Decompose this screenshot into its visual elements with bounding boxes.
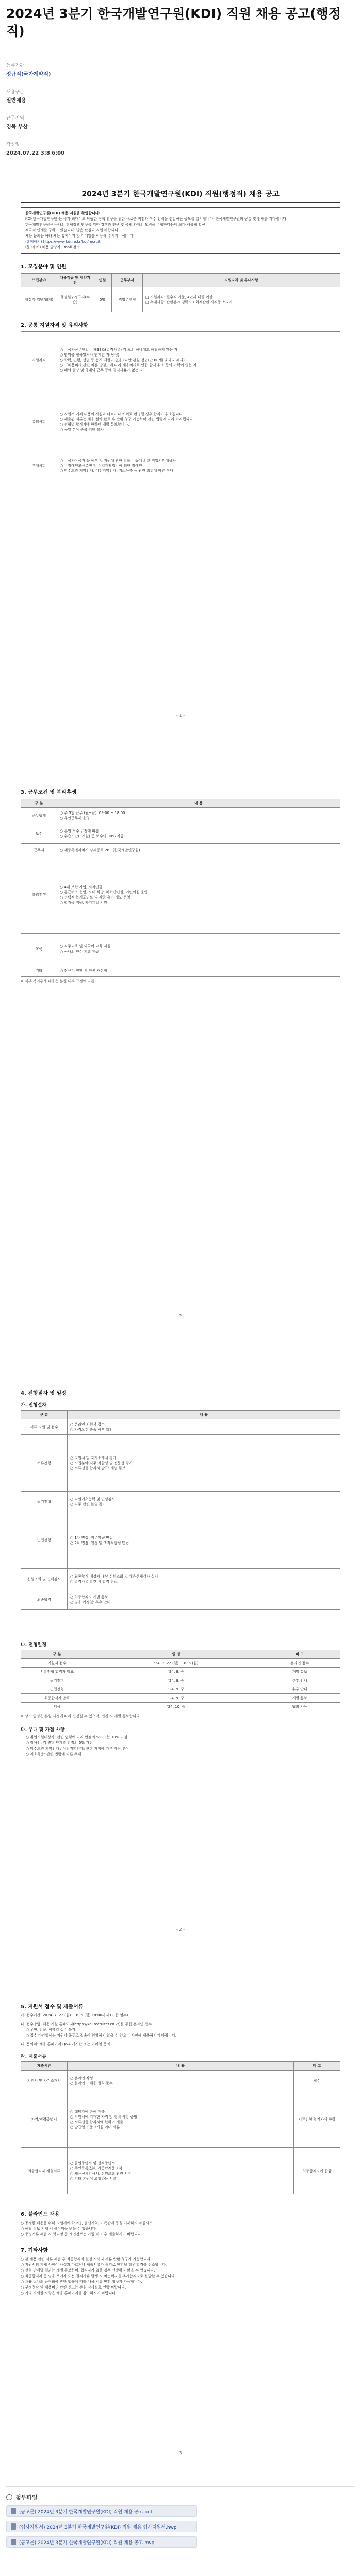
table-cell: 추후 안내 xyxy=(259,1685,340,1694)
cell-line: ○ 동일 분야 중복 지원 불가 xyxy=(60,427,104,432)
table-cell: 신원조회 및 신체검사 xyxy=(21,1569,68,1589)
list-item: ○ 저소득층: 관련 법령에 따른 우대 xyxy=(26,1752,81,1756)
list-item: ○ 채용 절차의 공정화에 관한 법률에 따라 채용 서류 반환 청구가 가능합니다. xyxy=(21,2280,142,2284)
cell-line: ○ 지원서 및 자기소개서 평가 xyxy=(70,1455,117,1460)
attachments-label: 첨부파일 xyxy=(15,2494,38,2501)
table-row xyxy=(21,1694,340,1703)
table-cell xyxy=(68,1435,340,1492)
table-row xyxy=(21,1589,340,1610)
table-cell: 기타 xyxy=(21,964,57,977)
table-cell: ○ 세종특별자치시 남세종로 263 (한국개발연구원) xyxy=(57,844,340,856)
table-row xyxy=(21,1685,340,1694)
table-cell: 서류전형 합격자에 한함 xyxy=(294,2091,340,2148)
table-row xyxy=(21,2091,340,2148)
list-item: ○ 본 채용 관련 서류 제출 후 최종합격자 결정 시까지 서류 반환 청구가 가능합니다. xyxy=(21,2257,152,2261)
list-item: ○ 우편, 방문, 이메일 접수 불가 xyxy=(26,2028,76,2032)
table-header: 비 고 xyxy=(259,1650,340,1659)
table-row xyxy=(21,823,340,844)
bonus-list xyxy=(21,1735,340,1757)
table-row xyxy=(21,287,340,312)
table-header: 내 용 xyxy=(68,2062,294,2071)
table-cell xyxy=(57,332,340,388)
cell-line: ○ 채용신체검사서, 신원조회 관련 서류 xyxy=(70,2171,132,2176)
cell-line: ○ 통근버스 운영, 사내 식당, 체력단련실, 어린이집 운영 xyxy=(60,890,148,894)
table-cell: 복리후생 xyxy=(21,856,57,934)
table-cell: 근무지 xyxy=(21,844,57,856)
table-row xyxy=(21,964,340,977)
list-item: ○ 장애인: 각 전형 단계별 만점의 5% 가점 xyxy=(26,1741,93,1745)
intro-line: 한국개발연구원(KDI) 채용 지원을 환영합니다! xyxy=(25,211,101,215)
table-header: 비 고 xyxy=(294,2062,340,2071)
table-row xyxy=(21,2148,340,2194)
cell-line: ○ 온라인 지원서 접수 xyxy=(70,1422,105,1427)
notice-document xyxy=(21,168,340,2455)
cell-line: ○ 비수도권 지역인재, 이전지역인재, 저소득층 등 관련 법령에 따른 우대 xyxy=(60,468,173,473)
etc-list xyxy=(21,2257,340,2296)
list-item: ○ 접수 마감일에는 지원자 폭주로 접속이 원활하지 않을 수 있으니 사전에 제출하시기 바랍니다. xyxy=(26,2033,176,2038)
table-row xyxy=(21,388,340,455)
table-cell: 근무형태 xyxy=(21,808,57,823)
table-cell: 최종합격 xyxy=(21,1589,68,1610)
list-item: ○ 지원서의 기재 사항이 사실과 다르거나 제출서류가 허위로 판명될 경우 합격을 취소합니다. xyxy=(21,2263,167,2267)
cell-line: ○ 졸업증명서 및 성적증명서 xyxy=(70,2161,116,2165)
recruit-table xyxy=(21,273,340,312)
attachment-link[interactable] xyxy=(6,2521,197,2532)
section-title: 4. 전형절차 및 일정 xyxy=(21,1391,67,1396)
table-cell xyxy=(68,1419,340,1435)
table-cell: 행정원 / 정규직(수습) xyxy=(57,287,93,312)
table-row xyxy=(21,1512,340,1569)
table-cell: 서류전형 합격자 발표 xyxy=(21,1668,93,1676)
table-header: 일 정 xyxy=(93,1650,259,1659)
table-cell: 면접전형 xyxy=(21,1512,68,1569)
table-row xyxy=(21,1569,340,1589)
cell-line: ○ 「국가공무원법」 제33조(결격사유) 각 호의 하나에도 해당하지 않는 자 xyxy=(60,347,178,352)
list-item: ○ 기타 자세한 사항은 채용 홈페이지를 참고하시기 바랍니다. xyxy=(21,2291,117,2295)
section-title: 7. 기타사항 xyxy=(21,2248,48,2253)
qualification-table xyxy=(21,331,340,476)
post-meta xyxy=(6,63,355,157)
page-number: - 3 - xyxy=(176,2451,185,2455)
intro-line: 채용 문의는 아래 채용 홈페이지 및 이메일을 이용해 주시기 바랍니다. xyxy=(25,234,135,238)
subsection-title: 다. 우대 및 가점 사항 xyxy=(21,1727,65,1733)
cell-line: ○ 「장애인고용촉진 및 직업재활법」에 의한 장애인 xyxy=(60,463,142,468)
page-number: - 2 - xyxy=(176,1314,185,1318)
table-cell: '24. 9. 중 xyxy=(93,1694,259,1703)
meta-value: 일반채용 xyxy=(6,98,26,104)
table-cell: 교육 xyxy=(21,934,57,964)
table-cell xyxy=(68,1492,340,1512)
intro-link[interactable]: (홈페이지) https://www.kdi.re.kr/kdi/recruit xyxy=(25,240,101,244)
table-row xyxy=(21,1435,340,1492)
table-header: 채용직급 및 계약기간 xyxy=(57,274,93,287)
meta-item xyxy=(6,63,355,78)
attachment-link[interactable] xyxy=(6,2505,197,2517)
table-cell: 필기전형 xyxy=(21,1676,93,1685)
cell-line: ○ 발급일 기준 3개월 이내 서류 xyxy=(70,2125,120,2129)
cell-line: ○ 주 5일 근무 (월~금), 09:00 ~ 18:00 xyxy=(60,810,125,815)
table-row xyxy=(21,856,340,934)
cell-line: ○ 지원서에 기재한 자격 및 경력 사항 증빙 xyxy=(70,2114,137,2119)
cell-line: ○ 최종합격자 개별 통보 xyxy=(70,1595,108,1599)
meta-value: 2024.07.22 3:8 6:00 xyxy=(6,150,65,156)
table-cell: 최종합격자 발표 xyxy=(21,1694,93,1703)
table-cell: 협의 가능 xyxy=(259,1703,340,1711)
page-number: - 2 - xyxy=(176,1927,185,1932)
subsection-title: 가. 전형절차 xyxy=(21,1403,47,1408)
table-cell: 보수 xyxy=(21,823,57,844)
list-item: 가. 접수기간: 2024. 7. 22.(월) ~ 8. 5.(월) 18:00까지 (기한 엄수) xyxy=(21,2013,128,2018)
table-cell: 필수 xyxy=(294,2071,340,2091)
table-row xyxy=(21,934,340,964)
table-cell xyxy=(143,287,340,312)
table-cell: 온라인 접수 xyxy=(259,1659,340,1668)
table-row xyxy=(21,1419,340,1435)
cell-line: ○ 서류전형 합격자 발표: 개별 통보 xyxy=(70,1466,126,1470)
subsection-title: 라. 제출서류 xyxy=(21,2054,47,2059)
table-row xyxy=(21,1659,340,1668)
table-cell xyxy=(68,2071,294,2091)
cell-line: ○ 「채용비리 관련 처분 방침」에 따라 채용비리로 인한 합격 취소 등의 이력이 없는 자 xyxy=(60,363,197,367)
documents-table xyxy=(21,2061,340,2194)
intro-line: 적극적 인재를 구하고 있습니다. 많은 관심과 지원 바랍니다. xyxy=(25,228,120,232)
table-cell: '24. 7. 22.(월) ~ 8. 5.(월) xyxy=(93,1659,259,1668)
attachments xyxy=(6,2486,355,2548)
cell-line: ○ 지원서 기재 내용이 사실과 다르거나 허위로 판명될 경우 합격이 취소됩니다. xyxy=(60,412,184,416)
file-icon xyxy=(11,2523,16,2530)
table-cell xyxy=(57,823,340,844)
table-cell xyxy=(57,388,340,455)
table-cell: 개별 통보 xyxy=(259,1694,340,1703)
intro-line: KDI(한국개발연구원)는 국가 최대이고 탁월한 정책 연구를 위한 새로운 비전과 우수 인력을 선발하는 공모를 실시합니다. 한국개발연구원의 공통 및 인재를 기다립니다. xyxy=(25,217,288,221)
meta-value: 정규직(국가계약직) xyxy=(6,72,51,77)
table-header: 구 분 xyxy=(21,799,57,808)
table-header: 지원자격 및 우대사항 xyxy=(143,274,340,287)
table-cell: 지원서 및 자기소개서 xyxy=(21,2071,68,2091)
table-cell: 최종합격자에 한함 xyxy=(294,2148,340,2194)
cell-line: ○ 2차 면접: 인성 및 조직적합성 면접 xyxy=(70,1540,129,1545)
list-item: 나. 접수방법: 채용 지원 홈페이지(https://kdi.recruiter.co.kr)를 통한 온라인 접수 xyxy=(21,2022,152,2026)
cell-line: ○ 전형별 합격자에 한하여 개별 통보합니다. xyxy=(60,422,129,427)
conditions-table xyxy=(21,799,340,977)
table-cell: 지원서 접수 xyxy=(21,1659,93,1668)
cell-line: ○ 「국가유공자 등 예우 및 지원에 관한 법률」 등에 의한 취업지원대상자 xyxy=(60,458,176,463)
attachment-link[interactable] xyxy=(6,2536,197,2548)
cell-line: ○ 블라인드 채용 원칙 준수 xyxy=(70,2081,113,2086)
table-cell: 개별 통보 xyxy=(259,1668,340,1676)
table-header: 제출서류 xyxy=(21,2062,68,2071)
table-cell: 경영 / 행정 xyxy=(112,287,143,312)
cell-line: ○ 모집분야 직무 적합성 및 전문성 평가 xyxy=(70,1461,133,1465)
list-item: ○ 부정청탁 및 채용비리 관련 신고는 본원 감사실로 연락 바랍니다. xyxy=(21,2285,126,2290)
table-cell: '24. 10. 중 xyxy=(93,1703,259,1711)
table-cell: 지원자격 xyxy=(21,332,57,388)
list-item: ○ 비수도권 지역인재 / 이전지역인재: 관련 지침에 따른 가점 부여 xyxy=(26,1747,129,1751)
table-header: 내 용 xyxy=(68,1411,340,1419)
table-cell xyxy=(68,2148,294,2194)
table-row xyxy=(21,1703,340,1711)
section-title: 2. 공통 지원자격 및 유의사항 xyxy=(21,323,88,328)
cell-line: ○ 수습기간(3개월) 중 보수의 90% 지급 xyxy=(60,834,124,838)
cell-line: ○ 자격요건 충족 여부 확인 xyxy=(70,1427,113,1432)
cell-line: ○ 선택적 복지포인트 및 각종 휴가 제도 운영 xyxy=(60,895,130,900)
cell-line: ○ 유연근무제 운영 xyxy=(60,816,90,820)
table-cell: '24. 9. 중 xyxy=(93,1685,259,1694)
cell-line: ○ 국내외 연수 기회 제공 xyxy=(60,949,99,954)
table-row xyxy=(21,332,340,388)
list-item: ○ 증빙서류 제출 시 학교명 등 개인정보는 가림 처리 후 제출하시기 바랍니다. xyxy=(21,2232,142,2236)
table-header: 인원 xyxy=(93,274,112,287)
meta-label: 근무지역 xyxy=(6,116,24,121)
table-row xyxy=(21,2071,340,2091)
cell-line: ○ 기타 본원이 요청하는 서류 xyxy=(70,2176,117,2181)
section-title: 5. 지원서 접수 및 제출서류 xyxy=(21,2004,84,2010)
meta-label: 채용구분 xyxy=(6,90,24,95)
table-cell xyxy=(68,2091,294,2148)
cell-line: ○ 본원 보수 규정에 따름 xyxy=(60,828,99,833)
schedule-table xyxy=(21,1650,340,1711)
table-header: 내 용 xyxy=(57,799,340,808)
table-cell xyxy=(68,1589,340,1610)
list-item: 다. 문의처: 채용 홈페이지 Q&A 게시판 또는 이메일 문의 xyxy=(21,2042,110,2046)
attachment-name: (공고문) 2024년 3분기 한국개발연구원(KDI) 직원 채용 공고.pdf xyxy=(19,2509,152,2515)
cell-line: ○ 주민등록초본, 가족관계증명서 xyxy=(70,2166,122,2171)
process-table xyxy=(21,1410,340,1610)
cell-line: ○ 해외 출장 및 국내외 근무 등에 결격사유가 없는 자 xyxy=(60,368,143,372)
table-row xyxy=(21,1492,340,1512)
meta-item xyxy=(6,89,355,105)
cell-line: ○ 해당자에 한해 제출 xyxy=(70,2109,105,2114)
table-note: ※ 세부 복리후생 내용은 본원 내부 규정에 따름 xyxy=(21,979,95,984)
table-cell: 필기전형 xyxy=(21,1492,68,1512)
table-header: 근무부서 xyxy=(112,274,143,287)
section-title: 1. 모집분야 및 인원 xyxy=(21,264,67,270)
table-cell: '24. 8. 중 xyxy=(93,1676,259,1685)
cell-line: ○ 1차 면접: 직무역량 면접 xyxy=(70,1535,113,1540)
table-cell: 자격/경력증명서 xyxy=(21,2091,68,2148)
post-header xyxy=(0,0,361,157)
cell-line: ○ 서류전형 합격자에 한하여 제출 xyxy=(70,2120,123,2124)
paperclip-icon xyxy=(6,2494,12,2500)
table-cell xyxy=(57,808,340,823)
intro-line: (문 의 처) 채용 담당자 Email 참조 xyxy=(25,245,80,249)
table-cell: 임용 xyxy=(21,1703,93,1711)
cell-line: ○ 학자금 지원, 자기계발 지원 xyxy=(60,900,107,905)
attachment-name: (공고문) 2024년 3분기 한국개발연구원(KDI) 직원 채용 공고.hwp xyxy=(19,2540,155,2546)
cell-line: ○ 최종합격 예정자 대상 신원조회 및 채용신체검사 실시 xyxy=(70,1574,158,1579)
table-header: 구 분 xyxy=(21,1650,93,1659)
attachment-name: (입사지원서) 2024년 3분기 한국개발연구원(KDI) 직원 채용 입사지원서.hwp xyxy=(19,2524,177,2530)
table-cell: 우대사항 xyxy=(21,455,57,476)
section-title: 3. 근무조건 및 복리후생 xyxy=(21,790,77,795)
intro-box xyxy=(21,207,340,254)
cell-line: □ 우대사항: 관련분야 경력자 / 회계관련 자격증 소지자 xyxy=(145,300,233,304)
cell-line: ○ 결격사유 발견 시 합격 취소 xyxy=(70,1579,118,1584)
table-header: 모집분야 xyxy=(21,274,57,287)
file-icon xyxy=(11,2508,16,2514)
meta-label: 작성일 xyxy=(6,142,20,147)
post-title: 2024년 3분기 한국개발연구원(KDI) 직원 채용 공고(행정직) xyxy=(6,6,341,39)
table-row xyxy=(21,455,340,476)
cell-line: ○ 제출된 서류는 채용 절차 완료 후 반환 청구 가능하며 관련 법령에 따라 처리됩니다. xyxy=(60,417,194,421)
list-item: ○ 전형 단계별 결과는 개별 통보하며, 합격자가 없을 경우 선발하지 않을 수 있습니다. xyxy=(21,2268,155,2273)
table-cell: 서류 지원 및 접수 xyxy=(21,1419,68,1435)
file-icon xyxy=(11,2539,16,2545)
page-number: - 1 - xyxy=(176,713,185,718)
list-item: ○ 취업지원대상자: 관련 법령에 따라 만점의 5% 또는 10% 가점 xyxy=(26,1735,128,1739)
table-row xyxy=(21,844,340,856)
cell-line: □ 지원자격: 필수직 기준, 4년제 대졸 이상 xyxy=(145,295,213,299)
meta-value: 경북 부산 xyxy=(6,124,28,130)
table-row xyxy=(21,1668,340,1676)
table-cell: 최종합격자 제출서류 xyxy=(21,2148,68,2194)
cell-line: ○ 직무 관련 논술 평가 xyxy=(70,1502,106,1506)
table-cell xyxy=(68,1512,340,1569)
table-cell: 행정직(일반/회계) xyxy=(21,287,57,312)
subsection-title: 나. 전형일정 xyxy=(21,1642,47,1648)
list-item: ○ 해당 정보 기재 시 불이익을 받을 수 있습니다. xyxy=(21,2227,97,2231)
list-item: ○ 공정한 채용을 위해 지원서에 학교명, 출신지역, 가족관계 등을 기재하지 마십시오. xyxy=(21,2221,154,2225)
meta-item xyxy=(6,115,355,131)
apply-list xyxy=(21,2013,340,2047)
intro-line: 한국개발연구원은 국내외 경제정책 연구를 위한 경쟁과 연구 및 국제 과제의 모범을 수행한다는데 보다 새롭게 확산 xyxy=(25,223,205,227)
table-cell xyxy=(57,856,340,934)
cell-line: ○ 병역을 필하였거나 면제된 자(남성) xyxy=(60,352,120,357)
meta-label: 등록기관 xyxy=(6,63,24,69)
table-row xyxy=(21,808,340,823)
section-title: 6. 블라인드 채용 xyxy=(21,2212,60,2217)
doc-title: 2024년 3분기 한국개발연구원(KDI) 직원(행정직) 채용 공고 xyxy=(21,189,340,203)
cell-line: ○ 직무교육 및 외국어 교육 지원 xyxy=(60,944,111,948)
table-cell: 유의사항 xyxy=(21,388,57,455)
cell-line: ○ 학력, 연령, 성별 등 응시 제한이 없음 (다만 본원 정년(만 60세) 초과자 제외) xyxy=(60,358,185,362)
table-cell xyxy=(57,455,340,476)
table-header: 구 분 xyxy=(21,1411,68,1419)
table-cell: 서류전형 xyxy=(21,1435,68,1492)
table-cell: 0명 xyxy=(93,287,112,312)
table-note: ※ 상기 일정은 본원 사정에 따라 변경될 수 있으며, 변경 시 개별 통보합니다. xyxy=(21,1714,141,1718)
table-cell: '24. 8. 중 xyxy=(93,1668,259,1676)
table-cell xyxy=(68,1569,340,1589)
cell-line: ○ 4대 보험 가입, 퇴직연금 xyxy=(60,885,103,889)
cell-line: ○ 직업기초능력 및 인성검사 xyxy=(70,1497,116,1501)
cell-line: ○ 온라인 작성 xyxy=(70,2076,93,2080)
cell-line: ○ 임용 예정일: 추후 안내 xyxy=(70,1600,111,1604)
blind-list xyxy=(21,2221,340,2238)
meta-item xyxy=(6,142,355,157)
attachments-header xyxy=(6,2493,355,2501)
list-item: ○ 최종합격자 중 임용 포기자 또는 결격사유 발생 시 차순위자를 추가합격자로 선발할 수 있습니다. xyxy=(21,2274,176,2278)
table-row xyxy=(21,1676,340,1685)
table-cell xyxy=(57,934,340,964)
table-cell: 추후 안내 xyxy=(259,1676,340,1685)
table-cell: 면접전형 xyxy=(21,1685,93,1694)
table-cell: ○ 정규직 전환 시 연봉 재산정 xyxy=(57,964,340,977)
